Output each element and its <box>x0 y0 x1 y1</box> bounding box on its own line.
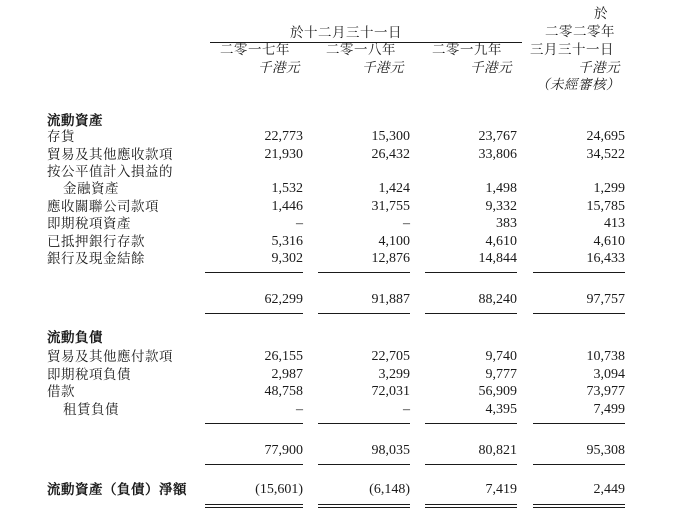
subtotal-rule <box>533 423 625 424</box>
table-cell: 7,499 <box>593 402 625 417</box>
current-liabilities-total: 98,035 <box>371 443 410 458</box>
row-label: 即期稅項資產 <box>47 216 131 232</box>
table-cell: – <box>403 216 410 231</box>
table-cell: 3,299 <box>378 367 410 382</box>
subtotal-rule <box>318 272 410 273</box>
row-label: 貿易及其他應收款項 <box>47 147 173 163</box>
table-cell: 16,433 <box>586 251 625 266</box>
table-cell: 26,432 <box>371 147 410 162</box>
table-cell: 73,977 <box>586 384 625 399</box>
total-rule <box>318 464 410 465</box>
table-cell: 56,909 <box>478 384 517 399</box>
row-label: 借款 <box>47 384 75 400</box>
total-rule <box>533 313 625 314</box>
current-liabilities-total: 77,900 <box>264 443 303 458</box>
table-cell: 33,806 <box>478 147 517 162</box>
table-cell: 24,695 <box>586 129 625 144</box>
row-label: 金融資產 <box>63 181 119 197</box>
current-assets-title: 流動資產 <box>47 113 103 129</box>
table-cell: 1,424 <box>378 181 410 196</box>
group-header-dec31: 於十二月三十一日 <box>290 25 402 41</box>
current-assets-total: 62,299 <box>264 292 303 307</box>
table-cell: 14,844 <box>478 251 517 266</box>
table-cell: 9,740 <box>485 349 517 364</box>
table-cell: 1,299 <box>593 181 625 196</box>
double-rule <box>425 504 517 505</box>
row-label: 已抵押銀行存款 <box>47 234 145 250</box>
table-cell: 9,302 <box>271 251 303 266</box>
table-cell: 23,767 <box>478 129 517 144</box>
table-cell: 1,532 <box>271 181 303 196</box>
col4-header-year: 二零二零年 <box>545 24 615 40</box>
col1-year: 二零一七年 <box>220 42 290 58</box>
table-cell: 72,031 <box>371 384 410 399</box>
row-label: 即期稅項負債 <box>47 367 131 383</box>
row-label: 應收關聯公司款項 <box>47 199 159 215</box>
table-cell: 9,332 <box>485 199 517 214</box>
table-cell: – <box>296 402 303 417</box>
subtotal-rule <box>425 272 517 273</box>
table-cell: 10,738 <box>586 349 625 364</box>
double-rule <box>318 504 410 505</box>
table-cell: 1,498 <box>485 181 517 196</box>
double-rule <box>533 504 625 505</box>
table-cell: – <box>296 216 303 231</box>
current-assets-total: 91,887 <box>371 292 410 307</box>
row-label: 貿易及其他應付款項 <box>47 349 173 365</box>
table-cell: 4,395 <box>485 402 517 417</box>
subtotal-rule <box>205 272 303 273</box>
subtotal-rule <box>205 423 303 424</box>
current-liabilities-total: 95,308 <box>586 443 625 458</box>
col4-unit: 千港元 <box>578 60 620 76</box>
subtotal-rule <box>318 423 410 424</box>
col3-year: 二零一九年 <box>432 42 502 58</box>
col1-unit: 千港元 <box>258 60 300 76</box>
total-rule <box>205 464 303 465</box>
table-cell: – <box>403 402 410 417</box>
table-cell: 31,755 <box>371 199 410 214</box>
total-rule <box>318 313 410 314</box>
table-cell: 22,705 <box>371 349 410 364</box>
table-cell: 9,777 <box>485 367 517 382</box>
table-cell: 1,446 <box>271 199 303 214</box>
col2-unit: 千港元 <box>362 60 404 76</box>
col2-year: 二零一八年 <box>326 42 396 58</box>
table-cell: 15,300 <box>371 129 410 144</box>
net-value: (6,148) <box>369 482 410 497</box>
net-current-assets-label: 流動資產（負債）淨額 <box>47 482 187 498</box>
col4-unaudited: （未經審核） <box>536 77 620 93</box>
table-cell: 413 <box>604 216 625 231</box>
total-rule <box>533 464 625 465</box>
table-cell: 4,100 <box>378 234 410 249</box>
total-rule <box>205 313 303 314</box>
table-cell: 48,758 <box>264 384 303 399</box>
table-cell: 2,987 <box>271 367 303 382</box>
table-cell: 4,610 <box>593 234 625 249</box>
net-value: (15,601) <box>255 482 303 497</box>
col4-header-date: 三月三十一日 <box>530 42 614 58</box>
table-cell: 3,094 <box>593 367 625 382</box>
double-rule <box>533 507 625 508</box>
table-cell: 34,522 <box>586 147 625 162</box>
table-cell: 22,773 <box>264 129 303 144</box>
table-cell: 12,876 <box>371 251 410 266</box>
current-liabilities-total: 80,821 <box>478 443 517 458</box>
row-label: 按公平值計入損益的 <box>47 164 173 180</box>
col4-header-prefix: 於 <box>594 6 608 22</box>
double-rule <box>205 507 303 508</box>
subtotal-rule <box>425 423 517 424</box>
table-cell: 5,316 <box>271 234 303 249</box>
table-cell: 21,930 <box>264 147 303 162</box>
row-label: 銀行及現金結餘 <box>47 251 145 267</box>
current-assets-total: 97,757 <box>586 292 625 307</box>
net-value: 7,419 <box>485 482 517 497</box>
double-rule <box>205 504 303 505</box>
double-rule <box>318 507 410 508</box>
table-cell: 4,610 <box>485 234 517 249</box>
row-label: 租賃負債 <box>63 402 119 418</box>
table-cell: 15,785 <box>586 199 625 214</box>
total-rule <box>425 313 517 314</box>
current-liabilities-title: 流動負債 <box>47 330 103 346</box>
table-cell: 383 <box>496 216 517 231</box>
col3-unit: 千港元 <box>470 60 512 76</box>
double-rule <box>425 507 517 508</box>
total-rule <box>425 464 517 465</box>
row-label: 存貨 <box>47 129 75 145</box>
net-value: 2,449 <box>593 482 625 497</box>
subtotal-rule <box>533 272 625 273</box>
table-cell: 26,155 <box>264 349 303 364</box>
current-assets-total: 88,240 <box>478 292 517 307</box>
